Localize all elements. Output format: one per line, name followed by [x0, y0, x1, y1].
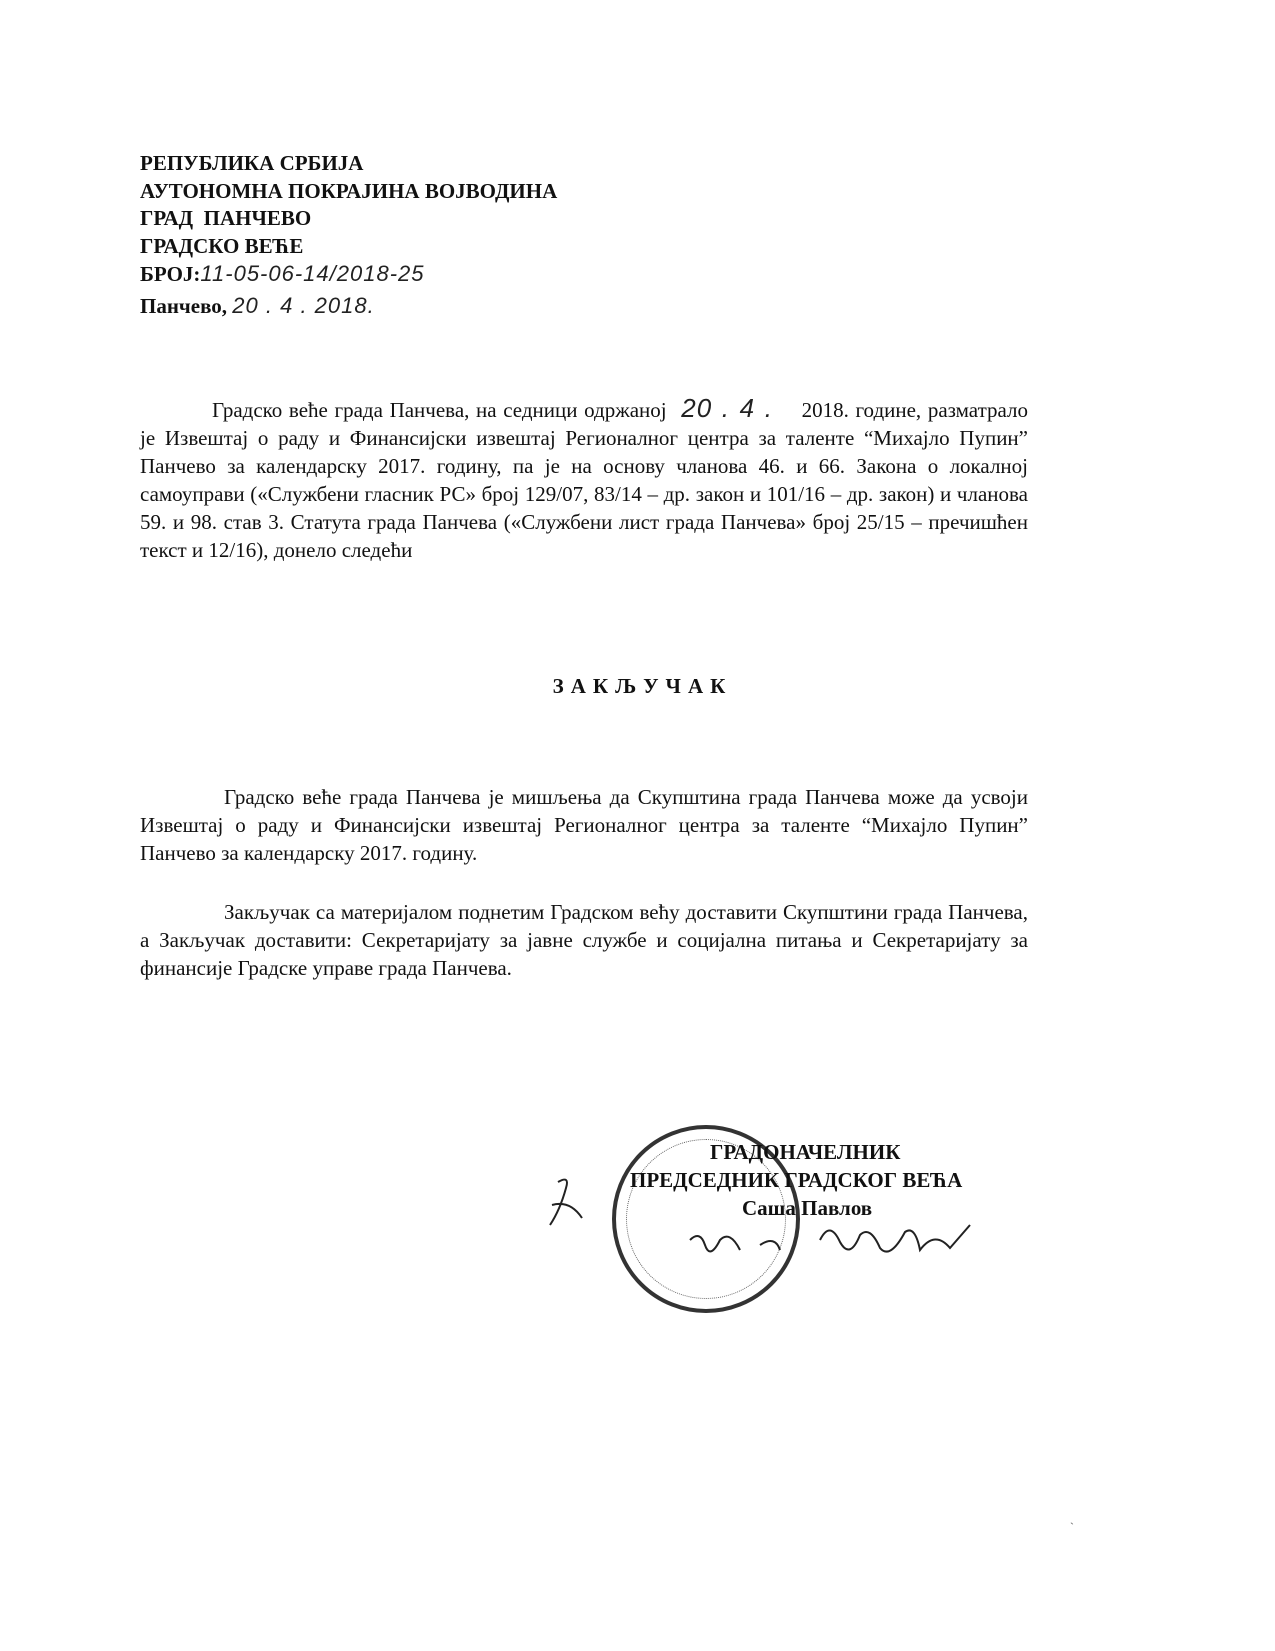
document-number: [140, 260, 557, 289]
intro-paragraph: [140, 394, 1028, 564]
document-header: [140, 150, 557, 320]
document-place-date: [140, 292, 557, 321]
delivery-paragraph: [140, 898, 1028, 982]
header-line: РЕПУБЛИКА СРБИЈА: [140, 151, 364, 175]
signatory-role-mayor: ГРАДОНАЧЕЛНИК: [710, 1140, 901, 1164]
scan-speck: `: [1070, 1520, 1074, 1534]
intro-text: Градско веће града Панчева, на седници одржаној: [212, 398, 667, 422]
place-label: Панчево,: [140, 293, 228, 318]
handwritten-date: 20 . 4 . 2018.: [232, 292, 375, 318]
intro-text-continued: 2018. године, разматрало је Извештај о раду и Финансијски извештај Регионалног центра за таленте “Михајло Пупин” Панчево за календарску 2017. годину, па је на основу чланова 46. и 66. Закона о локалној самоуправи («Службени гласник РС» број 129/07, 83/14 – др. закон и 101/16 – др. закон) и чланова 59. и 98. став 3. Статута града Панчева («Службени лист града Панчева» број 25/15 – пречишћен текст и 12/16), донело следећи: [140, 398, 1028, 562]
number-label: БРОЈ:: [140, 262, 201, 286]
delivery-text: Закључак са материјалом поднетим Градском већу доставити Скупштини града Панчева, а Закључак доставити: Секретаријату за јавне службе и социјална питања и Секретаријату за финансије Градске управе града Панчева.: [140, 900, 1028, 980]
document-title: ЗАКЉУЧАК: [552, 674, 733, 698]
handwritten-session-date: 20 . 4 .: [681, 393, 773, 423]
handwritten-number: 11-05-06-14/2018-25: [200, 261, 425, 286]
header-line: ГРАД ПАНЧЕВО: [140, 206, 312, 230]
signatory-name: Саша Павлов: [742, 1196, 873, 1220]
signatory-role-council-president: ПРЕДСЕДНИК ГРАДСКОГ ВЕЋА: [630, 1168, 963, 1192]
conclusion-text: Градско веће града Панчева је мишљења да Скупштина града Панчева може да усвоји Извештај о раду и Финансијски извештај Регионалног центра за таленте “Михајло Пупин” Панчево за календарску 2017. годину.: [140, 785, 1028, 865]
header-line: ГРАДСКО ВЕЋЕ: [140, 233, 304, 258]
header-line: АУТОНОМНА ПОКРАЈИНА ВОЈВОДИНА: [140, 178, 558, 203]
conclusion-paragraph: [140, 783, 1028, 867]
